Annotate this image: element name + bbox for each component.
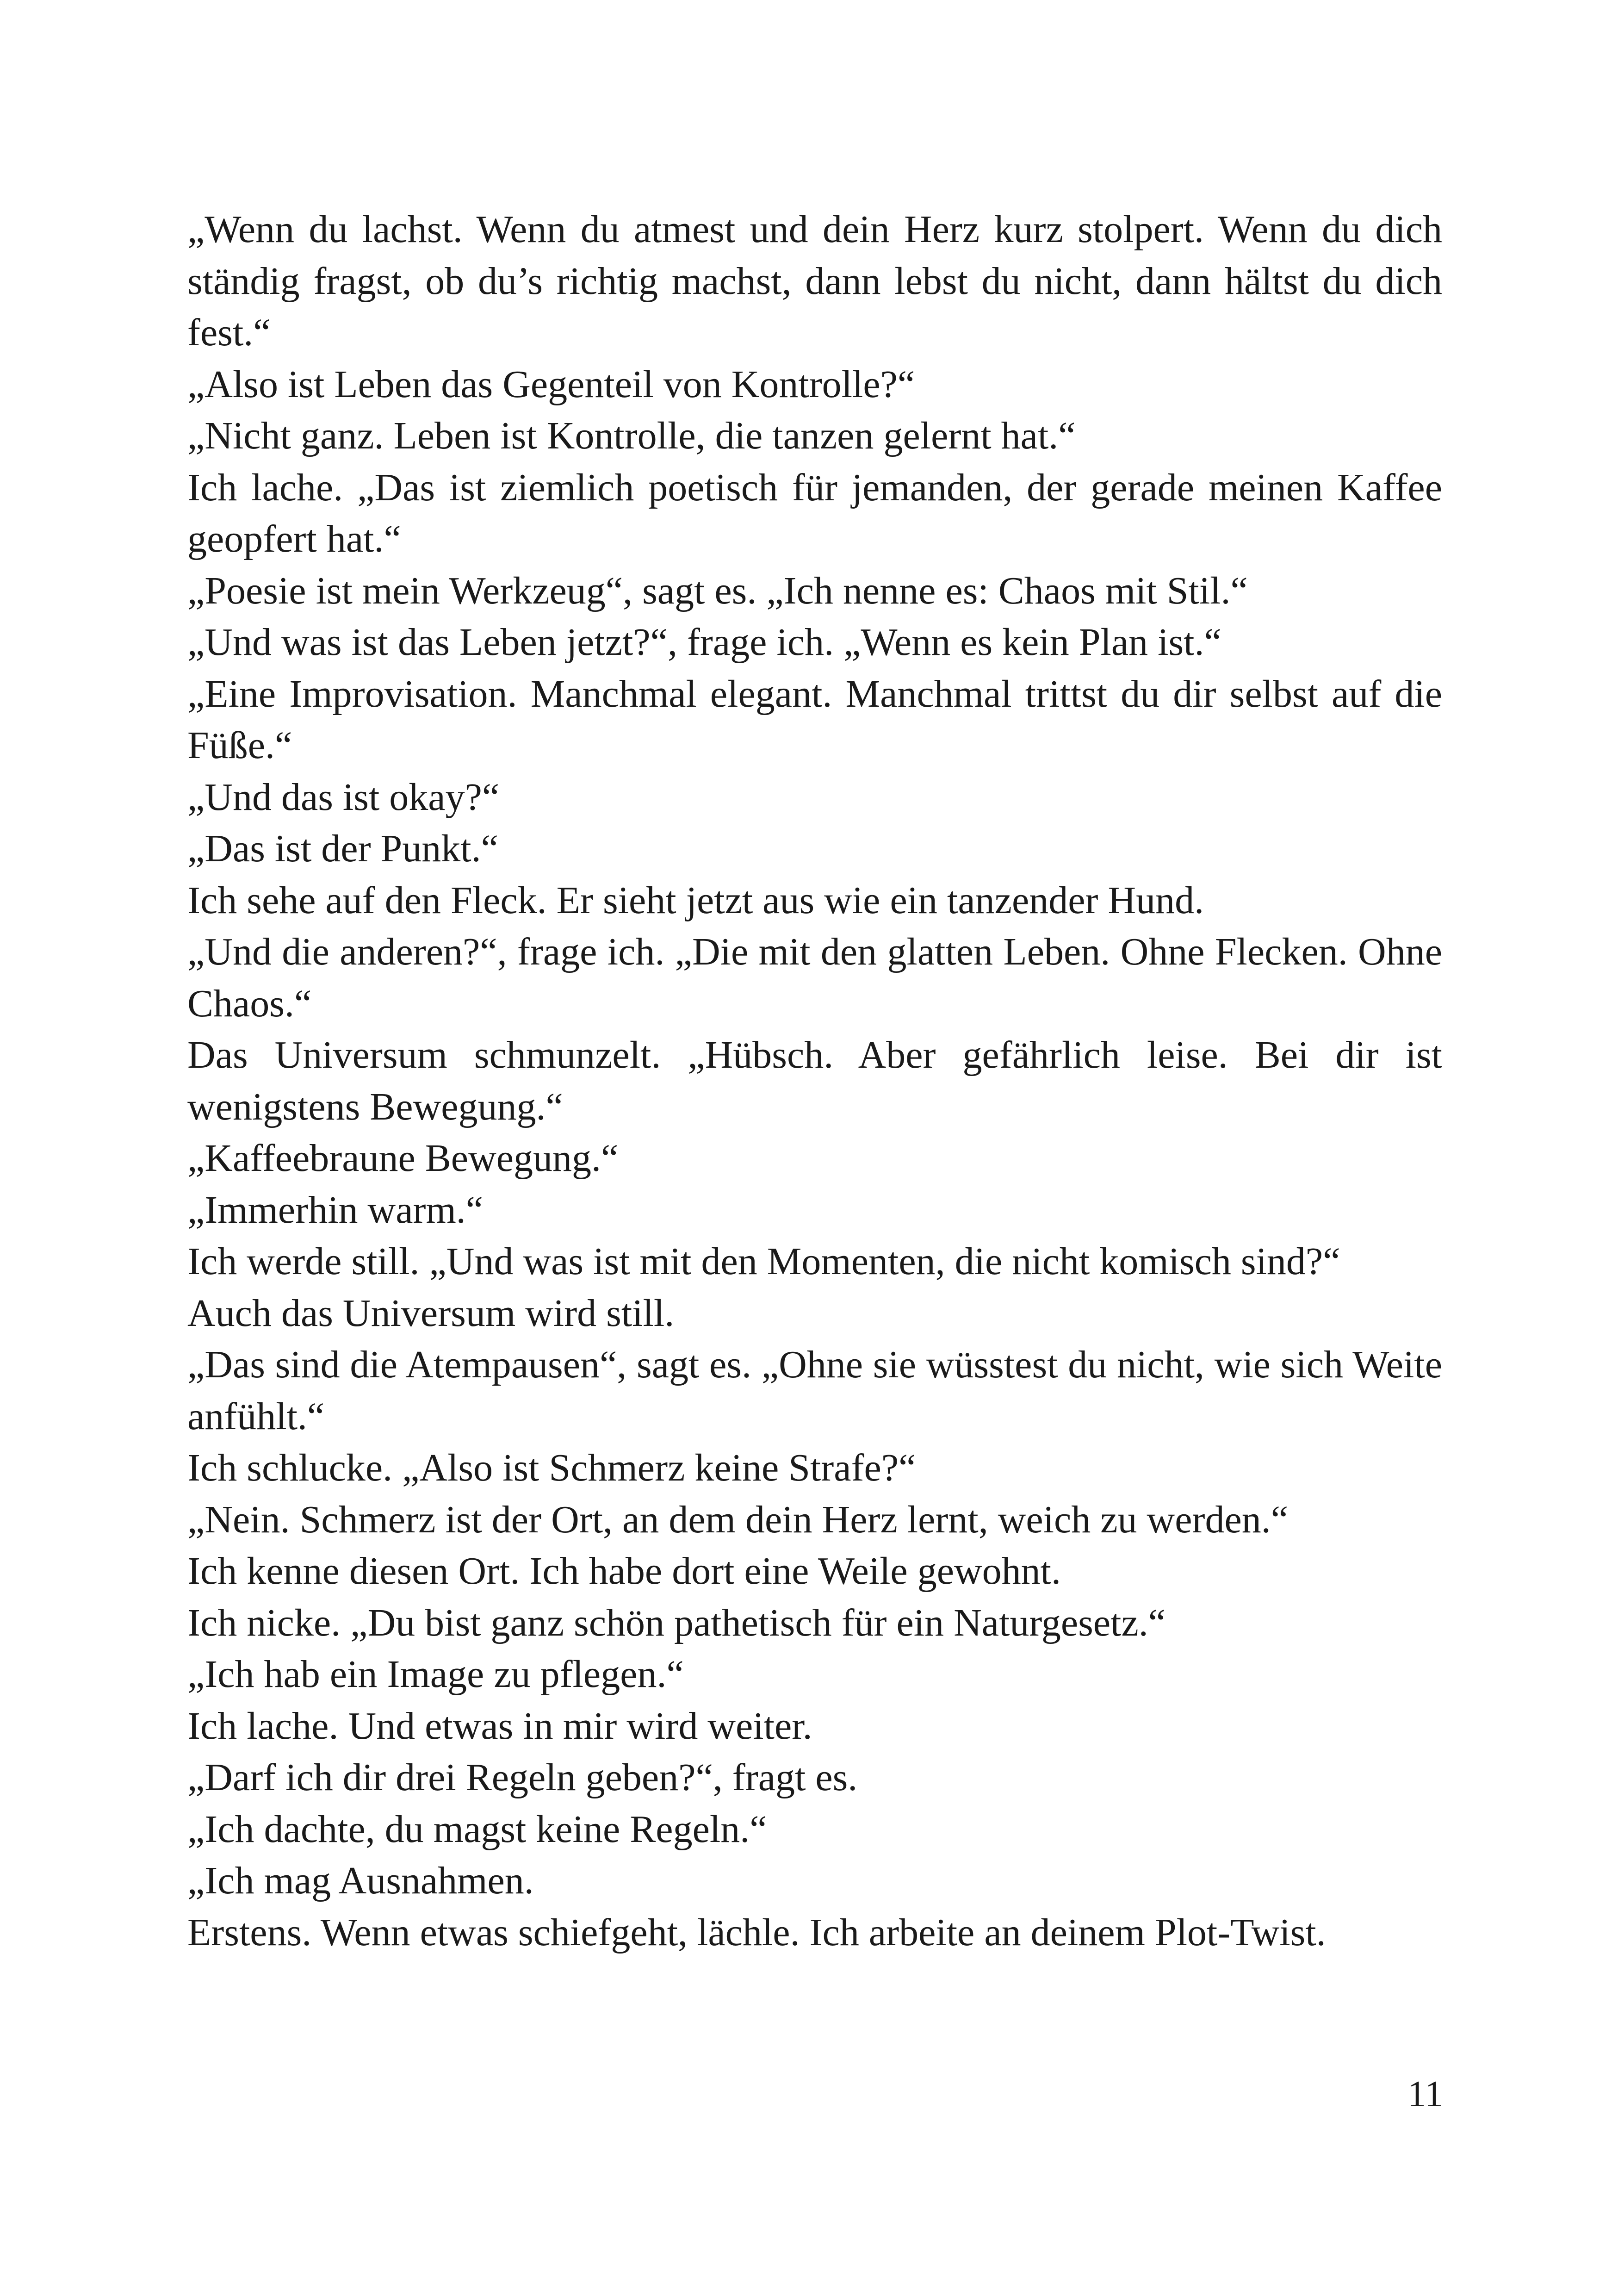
paragraph: „Kaffeebraune Bewegung.“ <box>187 1137 619 1180</box>
paragraph: „Und was ist das Leben jetzt?“, frage ich. „Wenn es kein Plan ist.“ <box>187 621 1221 664</box>
paragraph: „Darf ich dir drei Regeln geben?“, fragt es. <box>187 1756 858 1799</box>
paragraph: Ich kenne diesen Ort. Ich habe dort eine Weile gewohnt. <box>187 1549 1061 1593</box>
paragraph: „Und die anderen?“, frage ich. „Die mit den glatten Leben. Ohne Flecken. Ohne Chaos.“ <box>187 930 1442 1025</box>
paragraph: „Poesie ist mein Werkzeug“, sagt es. „Ich nenne es: Chaos mit Stil.“ <box>187 569 1248 612</box>
paragraph: Ich werde still. „Und was ist mit den Momenten, die nicht komisch sind?“ <box>187 1240 1340 1283</box>
paragraph: „Ich dachte, du magst keine Regeln.“ <box>187 1807 767 1851</box>
paragraph: „Wenn du lachst. Wenn du atmest und dein Herz kurz stolpert. Wenn du dich ständig fragst, ob du’s richtig machst, dann lebst du nicht, dann hältst du dich fest.“ <box>187 208 1442 354</box>
paragraph: Ich lache. Und etwas in mir wird weiter. <box>187 1704 812 1748</box>
paragraph: „Nein. Schmerz ist der Ort, an dem dein Herz lernt, weich zu werden.“ <box>187 1498 1289 1541</box>
paragraph: „Nicht ganz. Leben ist Kontrolle, die tanzen gelernt hat.“ <box>187 414 1076 457</box>
paragraph: „Das sind die Atempausen“, sagt es. „Ohne sie wüsstest du nicht, wie sich Weite anfühlt.“ <box>187 1343 1442 1438</box>
paragraph: Das Universum schmunzelt. „Hübsch. Aber gefährlich leise. Bei dir ist wenigstens Bewegung.“ <box>187 1033 1442 1128</box>
paragraph: „Ich mag Ausnahmen. <box>187 1859 534 1902</box>
paragraph: „Also ist Leben das Gegenteil von Kontrolle?“ <box>187 362 915 406</box>
paragraph: Ich schlucke. „Also ist Schmerz keine Strafe?“ <box>187 1446 916 1489</box>
page-number: 11 <box>1407 2074 1443 2115</box>
paragraph: „Eine Improvisation. Manchmal elegant. Manchmal trittst du dir selbst auf die Füße.“ <box>187 672 1442 767</box>
paragraph: Erstens. Wenn etwas schiefgeht, lächle. Ich arbeite an deinem Plot-​Twist. <box>187 1910 1326 1954</box>
paragraph: Ich lache. „Das ist ziemlich poetisch für jemanden, der gerade meinen Kaffee geopfert hat.“ <box>187 466 1442 560</box>
paragraph: „Das ist der Punkt.“ <box>187 827 498 870</box>
paragraph: „Ich hab ein Image zu pflegen.“ <box>187 1653 684 1696</box>
paragraph: „Und das ist okay?“ <box>187 775 500 819</box>
paragraph: Ich nicke. „Du bist ganz schön pathetisch für ein Naturgesetz.“ <box>187 1601 1166 1644</box>
body-text <box>187 204 1442 1958</box>
paragraph: Ich sehe auf den Fleck. Er sieht jetzt aus wie ein tanzender Hund. <box>187 878 1204 922</box>
paragraph: „Immerhin warm.“ <box>187 1188 484 1232</box>
paragraph: Auch das Universum wird still. <box>187 1291 675 1335</box>
